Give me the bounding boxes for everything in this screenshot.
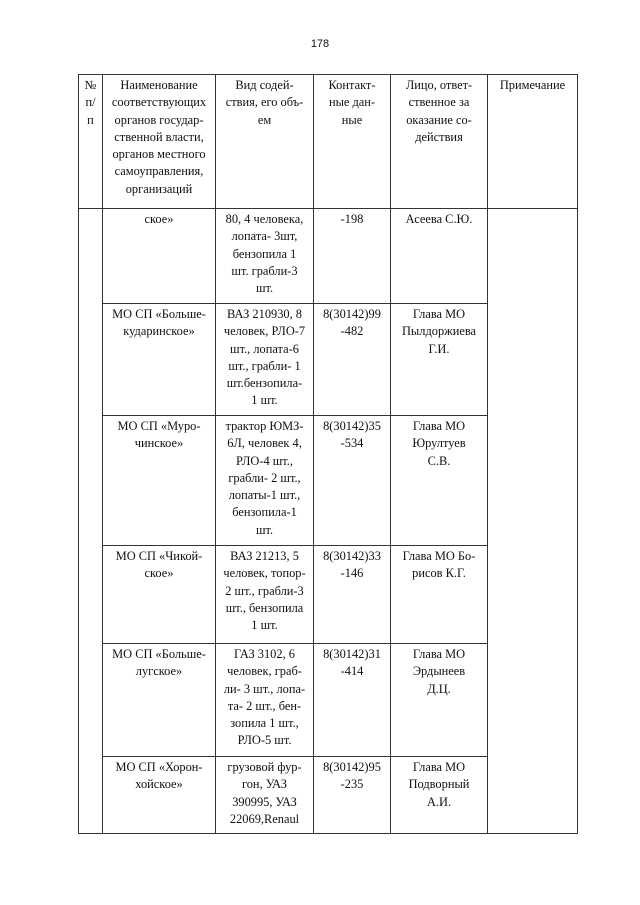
contacts-cell: 8(30142)31 -414 (314, 644, 391, 757)
contacts-cell: -198 (314, 209, 391, 304)
header-number: № п/ п (79, 75, 103, 209)
org-cell: МО СП «Больше- лугское» (103, 644, 216, 757)
responsible-cell: Глава МО Бо- рисов К.Г. (391, 546, 488, 644)
org-cell: ское» (103, 209, 216, 304)
assistance-cell: 80, 4 человека, лопата- 3шт, бензопила 1 шт. грабли-3 шт. (216, 209, 314, 304)
header-organization: Наименование соответствующих органов государ- ственной власти, органов местного самоуправления, организаций (103, 75, 216, 209)
assistance-cell: ВАЗ 210930, 8 человек, РЛО-7 шт., лопата-6 шт., грабли- 1 шт.бензопила- 1 шт. (216, 304, 314, 416)
contacts-cell: 8(30142)33 -146 (314, 546, 391, 644)
responsible-cell: Глава МО Пылдоржиева Г.И. (391, 304, 488, 416)
table-row (79, 209, 578, 304)
table-header-row (79, 75, 578, 209)
page-number: 178 (310, 38, 330, 50)
header-responsible: Лицо, ответ- ственное за оказание со- действия (391, 75, 488, 209)
assistance-cell: ГАЗ 3102, 6 человек, граб- ли- 3 шт., лопа- та- 2 шт., бен- зопила 1 шт., РЛО-5 шт. (216, 644, 314, 757)
note-cell (488, 209, 578, 834)
responsible-cell: Глава МО Юрултуев С.В. (391, 416, 488, 546)
contacts-cell: 8(30142)35 -534 (314, 416, 391, 546)
assistance-cell: грузовой фур- гон, УАЗ 390995, УАЗ 22069,Renaul (216, 757, 314, 834)
org-cell: МО СП «Муро- чинское» (103, 416, 216, 546)
responsible-cell: Глава МО Эрдынеев Д.Ц. (391, 644, 488, 757)
assistance-cell: ВАЗ 21213, 5 человек, топор- 2 шт., грабли-3 шт., бензопила 1 шт. (216, 546, 314, 644)
contacts-cell: 8(30142)95 -235 (314, 757, 391, 834)
header-note: Примечание (488, 75, 578, 209)
contacts-cell: 8(30142)99 -482 (314, 304, 391, 416)
org-cell: МО СП «Хорон- хойское» (103, 757, 216, 834)
assistance-cell: трактор ЮМЗ- 6Л, человек 4, РЛО-4 шт., грабли- 2 шт., лопаты-1 шт., бензопила-1 шт. (216, 416, 314, 546)
org-cell: МО СП «Больше- кударинское» (103, 304, 216, 416)
responsible-cell: Асеева С.Ю. (391, 209, 488, 304)
row-number-cell (79, 209, 103, 834)
org-cell: МО СП «Чикой- ское» (103, 546, 216, 644)
responsible-cell: Глава МО Подворный А.И. (391, 757, 488, 834)
assistance-table (78, 74, 578, 834)
header-contacts: Контакт- ные дан- ные (314, 75, 391, 209)
header-assistance: Вид содей- ствия, его объ- ем (216, 75, 314, 209)
